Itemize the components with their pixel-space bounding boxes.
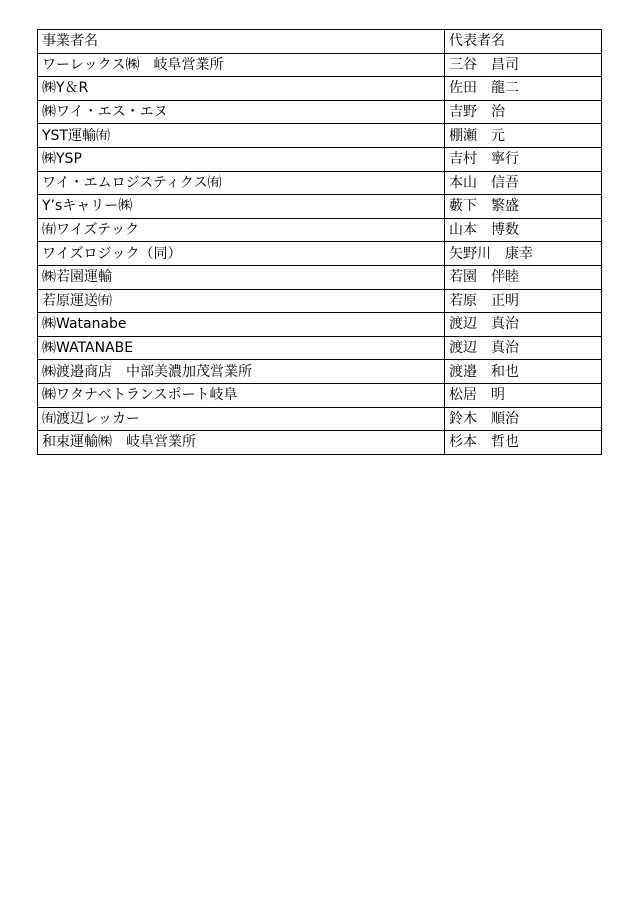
representative-cell: 吉村 寧行 — [445, 147, 602, 171]
representative-cell: 藪下 繁盛 — [445, 195, 602, 219]
business-name-cell: 若原運送㈲ — [38, 289, 445, 313]
representative-cell: 渡邉 和也 — [445, 360, 602, 384]
table-row — [38, 242, 602, 266]
representative-cell: 三谷 昌司 — [445, 53, 602, 77]
business-name-cell: ㈲ワイズテック — [38, 218, 445, 242]
table-row — [38, 336, 602, 360]
table-row — [38, 431, 602, 455]
business-name-cell: ワーレックス㈱ 岐阜営業所 — [38, 53, 445, 77]
business-name-cell: ㈲渡辺レッカー — [38, 407, 445, 431]
representative-cell: 本山 信吾 — [445, 171, 602, 195]
business-name-cell: Y’sキャリー㈱ — [38, 195, 445, 219]
table-row — [38, 289, 602, 313]
representative-cell: 若原 正明 — [445, 289, 602, 313]
representative-cell: 棚瀬 元 — [445, 124, 602, 148]
table-row — [38, 383, 602, 407]
representative-cell: 矢野川 康幸 — [445, 242, 602, 266]
header-representative: 代表者名 — [445, 30, 602, 54]
business-name-cell: ㈱若園運輸 — [38, 265, 445, 289]
representative-cell: 渡辺 真治 — [445, 336, 602, 360]
table-row — [38, 360, 602, 384]
header-business-name: 事業者名 — [38, 30, 445, 54]
table-row — [38, 100, 602, 124]
representative-cell: 若園 伴睦 — [445, 265, 602, 289]
business-name-cell: ワイズロジック（同） — [38, 242, 445, 266]
business-name-cell: ㈱Y＆R — [38, 77, 445, 101]
table-header-row — [38, 30, 602, 54]
table-row — [38, 265, 602, 289]
table-row — [38, 53, 602, 77]
representative-cell: 吉野 治 — [445, 100, 602, 124]
business-name-cell: ㈱Watanabe — [38, 313, 445, 337]
table-row — [38, 407, 602, 431]
representative-cell: 杉本 哲也 — [445, 431, 602, 455]
representative-cell: 松居 明 — [445, 383, 602, 407]
business-name-cell: YST運輸㈲ — [38, 124, 445, 148]
business-name-cell: ㈱ワタナベトランスポート岐阜 — [38, 383, 445, 407]
table-row — [38, 171, 602, 195]
table-row — [38, 313, 602, 337]
table-row — [38, 218, 602, 242]
business-name-cell: ㈱ワイ・エス・エヌ — [38, 100, 445, 124]
business-name-cell: ワイ・エムロジスティクス㈲ — [38, 171, 445, 195]
table-row — [38, 195, 602, 219]
business-name-cell: ㈱WATANABE — [38, 336, 445, 360]
representative-cell: 佐田 龍二 — [445, 77, 602, 101]
table-row — [38, 147, 602, 171]
business-name-cell: ㈱渡邉商店 中部美濃加茂営業所 — [38, 360, 445, 384]
representative-cell: 山本 博数 — [445, 218, 602, 242]
business-name-cell: ㈱YSP — [38, 147, 445, 171]
representative-cell: 鈴木 順治 — [445, 407, 602, 431]
business-roster-table — [37, 29, 602, 455]
table-row — [38, 124, 602, 148]
business-name-cell: 和束運輸㈱ 岐阜営業所 — [38, 431, 445, 455]
table-row — [38, 77, 602, 101]
representative-cell: 渡辺 真治 — [445, 313, 602, 337]
